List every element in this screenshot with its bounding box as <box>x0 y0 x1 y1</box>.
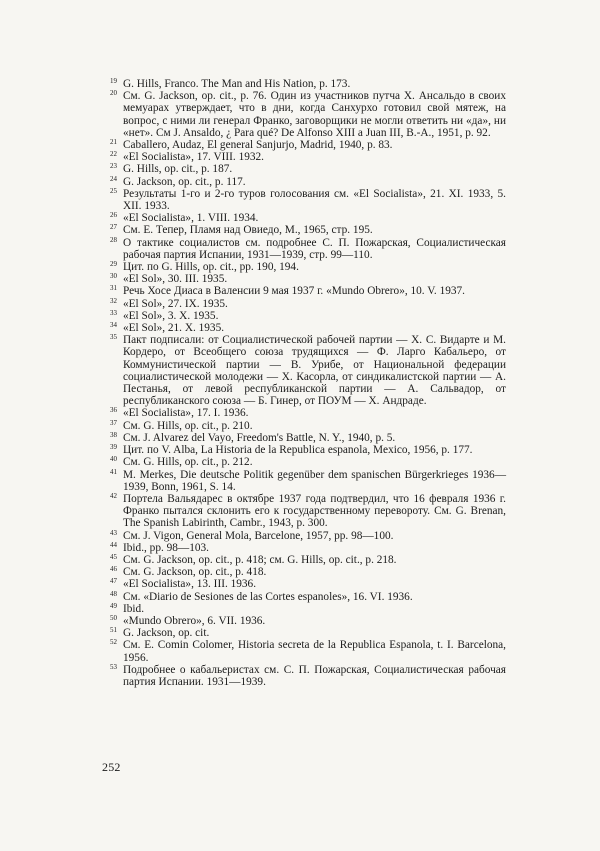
footnote-number: 26 <box>110 211 117 220</box>
footnote-49 <box>104 603 506 615</box>
footnote-22 <box>104 151 506 163</box>
footnote-number: 33 <box>110 308 117 317</box>
footnote-text: Ibid. <box>123 602 145 615</box>
footnote-text: См. G. Hills, op. cit., p. 210. <box>123 419 253 432</box>
footnote-number: 31 <box>110 284 117 293</box>
footnote-number: 36 <box>110 406 117 415</box>
footnote-text: Результаты 1-го и 2-го туров голосования см. «El Socialista», 21. XI. 1933, 5. XII. 1933. <box>123 187 506 213</box>
footnote-52 <box>104 639 506 663</box>
footnote-number: 21 <box>110 138 117 147</box>
footnote-number: 47 <box>110 577 117 586</box>
footnote-number: 40 <box>110 455 117 464</box>
footnote-32 <box>104 298 506 310</box>
footnote-number: 50 <box>110 613 117 622</box>
footnote-29 <box>104 261 506 273</box>
footnote-21 <box>104 139 506 151</box>
page-number: 252 <box>102 760 121 774</box>
footnote-number: 41 <box>110 467 117 476</box>
footnote-number: 32 <box>110 296 117 305</box>
footnote-41 <box>104 469 506 493</box>
footnote-text: См. G. Jackson, op. cit., p. 418. <box>123 566 267 579</box>
footnote-37 <box>104 420 506 432</box>
footnote-number: 30 <box>110 272 117 281</box>
footnote-24 <box>104 176 506 188</box>
footnote-27 <box>104 224 506 236</box>
footnote-number: 24 <box>110 174 117 183</box>
footnote-42 <box>104 493 506 530</box>
footnote-text: Caballero, Audaz, El general Sanjurjo, Madrid, 1940, p. 83. <box>123 139 393 152</box>
footnote-number: 20 <box>110 89 117 98</box>
footnote-34 <box>104 322 506 334</box>
footnote-number: 51 <box>110 626 117 635</box>
footnote-20 <box>104 90 506 139</box>
footnote-number: 25 <box>110 186 117 195</box>
footnote-number: 22 <box>110 150 117 159</box>
footnote-text: См. J. Alvarez del Vayo, Freedom's Battle, N. Y., 1940, p. 5. <box>123 431 396 444</box>
footnote-51 <box>104 627 506 639</box>
footnote-46 <box>104 566 506 578</box>
footnote-text: G. Jackson, op. cit., p. 117. <box>123 175 246 188</box>
footnote-19 <box>104 78 506 90</box>
footnote-45 <box>104 554 506 566</box>
footnote-53 <box>104 664 506 688</box>
footnote-38 <box>104 432 506 444</box>
footnote-text: Речь Хосе Диаса в Валенсии 9 мая 1937 г. «Mundo Obrero», 10. V. 1937. <box>123 285 465 298</box>
footnote-number: 23 <box>110 162 117 171</box>
footnote-39 <box>104 444 506 456</box>
footnote-28 <box>104 237 506 261</box>
footnote-number: 44 <box>110 540 117 549</box>
footnote-number: 53 <box>110 662 117 671</box>
footnote-text: Цит. по G. Hills, op. cit., pp. 190, 194. <box>123 261 299 274</box>
footnote-text: Пакт подписали: от Социалистической рабочей партии — Х. С. Видарте и М. Кордеро, от Всеобщего союза трудящихся — Ф. Ларго Кабальеро, от Коммунистической партии — В. Урибе, от Национальной федерации социалистической молодежи — Х. Касорла, от синдикалистской партии — А. Пестанья, от левой республиканской партии — А. Сальвадор, от республиканского союза — Б. Гинер, от ПОУМ — Х. Андраде. <box>123 334 506 408</box>
footnote-text: Ibid., pp. 98—103. <box>123 541 209 554</box>
footnote-23 <box>104 163 506 175</box>
footnote-text: G. Hills, Franco. The Man and His Nation, p. 173. <box>123 78 351 90</box>
footnote-text: См. «Diario de Sesiones de las Cortes espanoles», 16. VI. 1936. <box>123 590 413 603</box>
footnote-text: См. E. Comin Colomer, Historia secreta de la Republica Espanola, t. I. Barcelona, 1956. <box>123 639 506 664</box>
footnote-48 <box>104 591 506 603</box>
footnote-text: См. J. Vigon, General Mola, Barcelone, 1957, pp. 98—100. <box>123 529 394 542</box>
footnote-33 <box>104 310 506 322</box>
footnote-text: Цит. по V. Alba, La Historia de la Republica espanola, Mexico, 1956, p. 177. <box>123 444 473 457</box>
footnote-text: См. G. Hills, op. cit., p. 212. <box>123 456 253 469</box>
footnote-number: 48 <box>110 589 117 598</box>
footnote-text: См. G. Jackson, op. cit., p. 76. Один из участников путча Х. Ансальдо в своих мемуарах утверждает, что в дни, когда Санхурхо готовил свой мятеж, на вопрос, с ними ли генерал Франко, заговорщики не могли ответить ни «да», ни «нет». См J. Ansaldo, ¿ Para qué? De Alfonso XIII a Juan III, B.-A., 1951, p. 92. <box>123 90 506 139</box>
footnote-text: «El Socialista», 1. VIII. 1934. <box>123 212 259 225</box>
footnote-text: «El Sol», 21. X. 1935. <box>123 322 225 335</box>
footnote-text: О тактике социалистов см. подробнее С. П. Пожарская, Социалистическая рабочая партия Испании, 1931—1939, стр. 99—110. <box>123 236 506 261</box>
footnote-text: «El Socialista», 17. I. 1936. <box>123 407 249 420</box>
footnote-text: См. Е. Тепер, Пламя над Овиедо, М., 1965, стр. 195. <box>123 224 373 237</box>
footnote-text: «Mundo Obrero», 6. VII. 1936. <box>123 614 266 627</box>
footnote-number: 28 <box>110 235 117 244</box>
footnote-number: 38 <box>110 430 117 439</box>
footnote-text: G. Jackson, op. cit. <box>123 627 210 640</box>
footnote-26 <box>104 212 506 224</box>
footnote-44 <box>104 542 506 554</box>
footnote-35 <box>104 334 506 407</box>
footnote-text: «El Socialista», 13. III. 1936. <box>123 578 257 591</box>
footnote-40 <box>104 456 506 468</box>
footnote-number: 34 <box>110 321 117 330</box>
footnote-number: 45 <box>110 552 117 561</box>
footnote-number: 37 <box>110 418 117 427</box>
footnote-number: 19 <box>110 77 117 85</box>
footnote-number: 49 <box>110 601 117 610</box>
footnote-47 <box>104 578 506 590</box>
footnote-text: См. G. Jackson, op. cit., p. 418; см. G. Hills, op. cit., p. 218. <box>123 553 397 566</box>
footnote-43 <box>104 530 506 542</box>
footnote-number: 42 <box>110 491 117 500</box>
footnote-number: 52 <box>110 638 117 647</box>
footnote-text: «El Sol», 30. III. 1935. <box>123 273 228 286</box>
footnote-number: 35 <box>110 333 117 342</box>
footnote-31 <box>104 285 506 297</box>
footnote-number: 27 <box>110 223 117 232</box>
footnote-text: M. Merkes, Die deutsche Politik gegenüber dem spanischen Bürgerkrieges 1936—1939, Bonn, 1961, S. 14. <box>123 468 506 493</box>
footnote-50 <box>104 615 506 627</box>
footnote-30 <box>104 273 506 285</box>
footnote-text: «El Sol», 3. X. 1935. <box>123 309 219 322</box>
footnotes-list <box>104 78 506 688</box>
footnote-text: Подробнее о кабальеристах см. С. П. Пожарская, Социалистическая рабочая партия Испании. 1931—1939. <box>123 663 506 688</box>
footnote-number: 43 <box>110 528 117 537</box>
footnote-25 <box>104 188 506 212</box>
footnote-number: 29 <box>110 260 117 269</box>
footnote-text: Портела Вальядарес в октябре 1937 года подтвердил, что 16 февраля 1936 г. Франко пытался склонить его к государственному перевороту. См. G. Brenan, The Spanish Labirinth, Cambr., 1943, p. 300. <box>123 492 506 530</box>
footnote-text: «El Sol», 27. IX. 1935. <box>123 297 228 310</box>
footnote-text: G. Hills, op. cit., p. 187. <box>123 163 233 176</box>
footnote-number: 46 <box>110 565 117 574</box>
footnote-number: 39 <box>110 443 117 452</box>
footnote-text: «El Socialista», 17. VIII. 1932. <box>123 151 264 164</box>
footnote-36 <box>104 407 506 419</box>
